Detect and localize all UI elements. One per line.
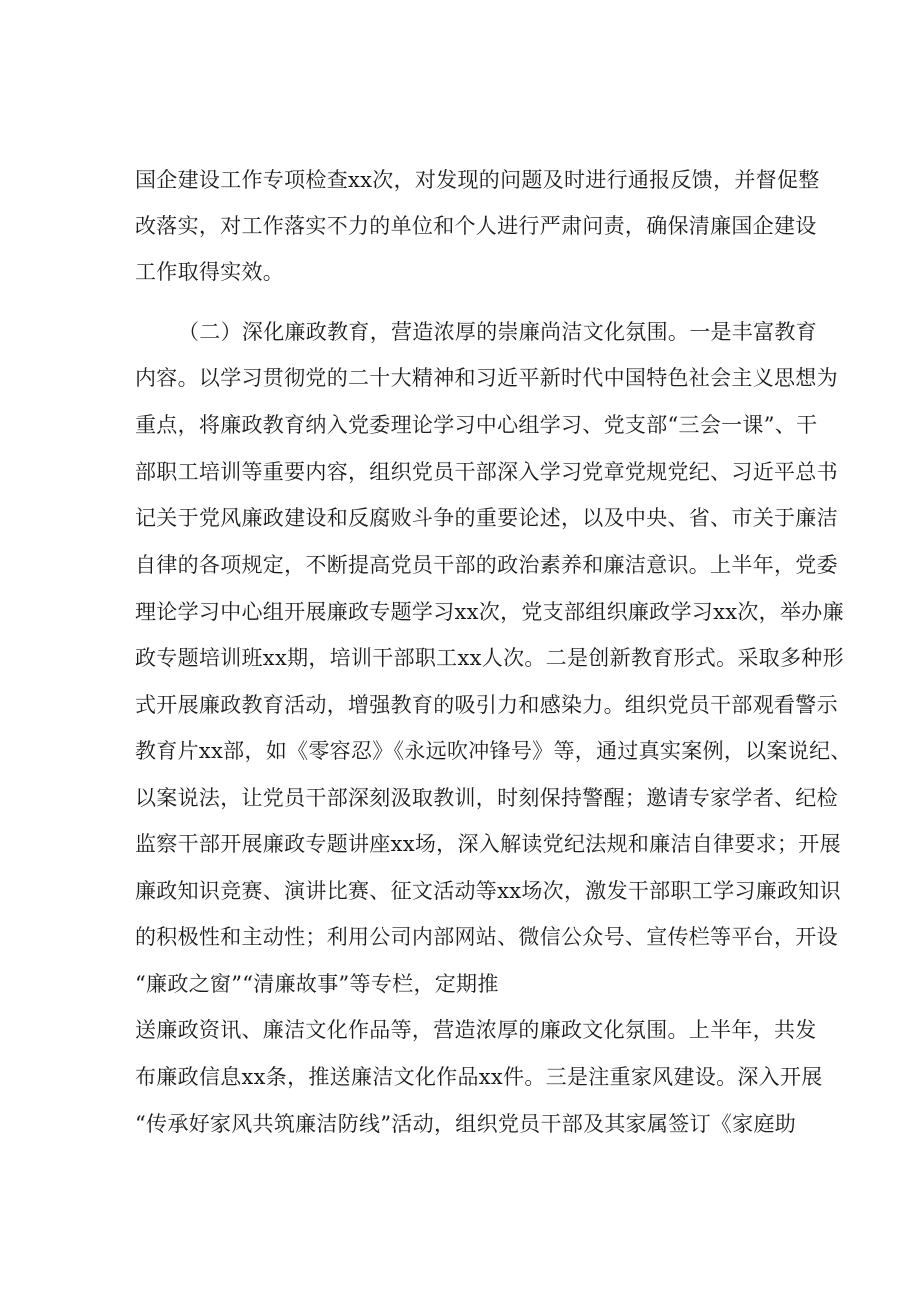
text-line: 内容。以学习贯彻党的二十大精神和习近平新时代中国特色社会主义思想为 — [135, 366, 838, 390]
text-line: 理论学习中心组开展廉政专题学习xx次，党支部组织廉政学习xx次，举办廉 — [135, 600, 844, 624]
paragraph-heading-line: （二）深化廉政教育，营造浓厚的崇廉尚洁文化氛围。一是丰富教育 — [178, 320, 817, 344]
text-line: 政专题培训班xx期，培训干部职工xx人次。二是创新教育形式。采取多种形 — [135, 646, 844, 670]
text-line: 布廉政信息xx条，推送廉洁文化作品xx件。三是注重家风建设。深入开展 — [135, 1065, 823, 1089]
text-line: 工作取得实效。 — [135, 260, 285, 284]
text-line: “廉政之窗”“清廉故事”等专栏，定期推 — [135, 972, 499, 996]
text-line: 的积极性和主动性；利用公司内部网站、微信公众号、宣传栏等平台，开设 — [135, 925, 838, 949]
text-line: 廉政知识竞赛、演讲比赛、征文活动等xx场次，激发干部职工学习廉政知识 — [135, 879, 841, 903]
text-line: 监察干部开展廉政专题讲座xx场，深入解读党纪法规和廉洁自律要求；开展 — [135, 832, 841, 856]
text-line: 送廉政资讯、廉洁文化作品等，营造浓厚的廉政文化氛围。上半年，共发 — [135, 1018, 817, 1042]
text-line: 以案说法，让党员干部深刻汲取教训，时刻保持警醒；邀请专家学者、纪检 — [135, 786, 838, 810]
text-line: 记关于党风廉政建设和反腐败斗争的重要论述，以及中央、省、市关于廉洁 — [135, 506, 838, 530]
text-line: “传承好家风共筑廉洁防线”活动，组织党员干部及其家属签订《家庭助 — [135, 1112, 797, 1136]
text-line: 国企建设工作专项检查xx次，对发现的问题及时进行通报反馈，并督促整 — [135, 168, 820, 192]
text-line: 重点，将廉政教育纳入党委理论学习中心组学习、党支部“三会一课”、干 — [135, 413, 818, 437]
text-line: 式开展廉政教育活动，增强教育的吸引力和感染力。组织党员干部观看警示 — [135, 693, 838, 717]
text-line: 部职工培训等重要内容，组织党员干部深入学习党章党规党纪、习近平总书 — [135, 460, 838, 484]
text-line: 自律的各项规定，不断提高党员干部的政治素养和廉洁意识。上半年，党委 — [135, 553, 838, 577]
text-line: 改落实，对工作落实不力的单位和个人进行严肃问责，确保清廉国企建设 — [135, 214, 817, 238]
text-line: 教育片xx部，如《零容忍》《永远吹冲锋号》等，通过真实案例，以案说纪、 — [135, 739, 852, 763]
